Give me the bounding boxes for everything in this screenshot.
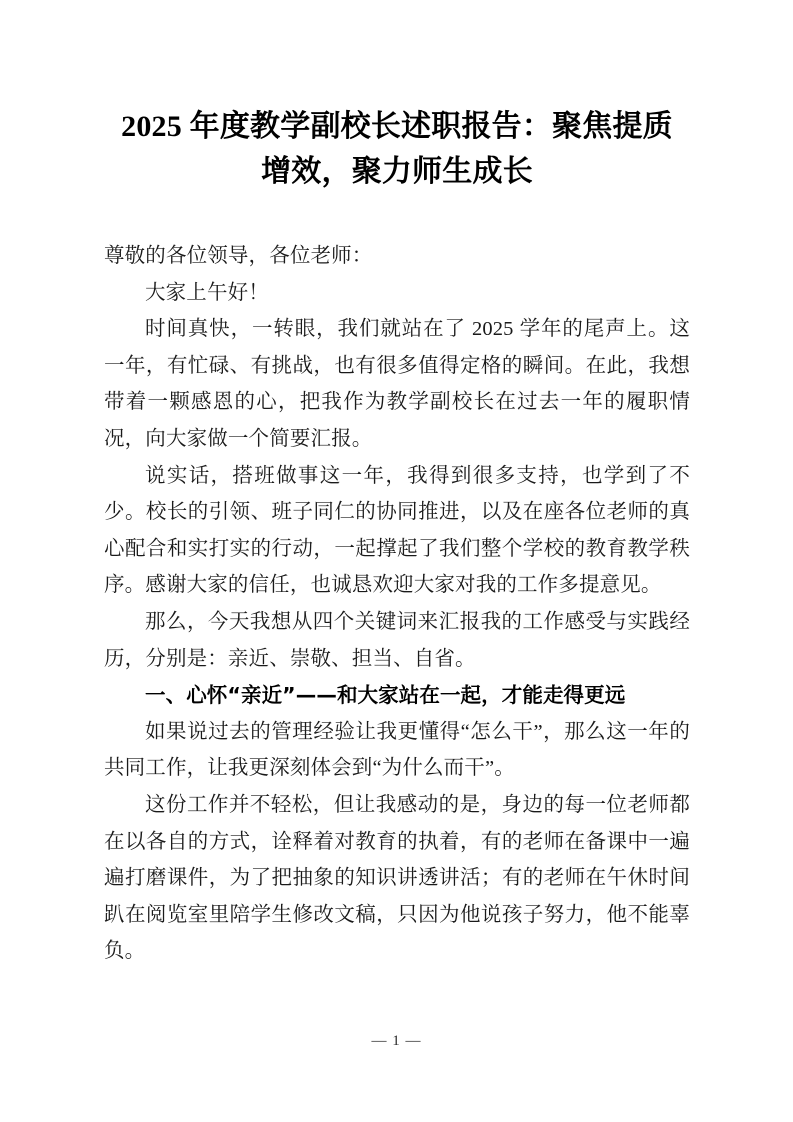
paragraph: 那么，今天我想从四个关键词来汇报我的工作感受与实践经历，分别是：亲近、崇敬、担当、自省。 <box>104 610 690 670</box>
page-content <box>104 0 690 970</box>
paragraph: 说实话，搭班做事这一年，我得到很多支持，也学到了不少。校长的引领、班子同仁的协同推进，以及在座各位老师的真心配合和实打实的行动，一起撑起了我们整个学校的教育教学秩序。感谢大家的信任，也诚恳欢迎大家对我的工作多提意见。 <box>104 464 690 597</box>
page-title <box>104 0 690 194</box>
page-number-footer: — 1 — <box>371 1033 422 1049</box>
salutation: 尊敬的各位领导，各位老师： <box>104 245 373 267</box>
greeting: 大家上午好！ <box>145 281 269 304</box>
page-title-line-2: 增效，聚力师生成长 <box>261 155 533 188</box>
document-body <box>104 238 690 970</box>
section-heading: 一、心怀“亲近”——和大家站在一起，才能走得更远 <box>145 683 626 708</box>
paragraph: 时间真快，一转眼，我们就站在了 2025 学年的尾声上。这一年，有忙碌、有挑战，也有很多值得定格的瞬间。在此，我想带着一颗感恩的心，把我作为教学副校长在过去一年的履职情况，向大家做一个简要汇报。 <box>104 318 690 450</box>
paragraph: 这份工作并不轻松，但让我感动的是，身边的每一位老师都在以各自的方式，诠释着对教育的执着，有的老师在备课中一遍遍打磨课件，为了把抽象的知识讲透讲活；有的老师在午休时间趴在阅览室里陪学生修改文稿，只因为他说孩子努力，他不能辜负。 <box>104 793 690 963</box>
page-title-line-1: 2025 年度教学副校长述职报告：聚焦提质 <box>121 110 673 143</box>
paragraph: 如果说过去的管理经验让我更懂得“怎么干”，那么这一年的共同工作，让我更深刻体会到“为什么而干”。 <box>104 720 690 780</box>
